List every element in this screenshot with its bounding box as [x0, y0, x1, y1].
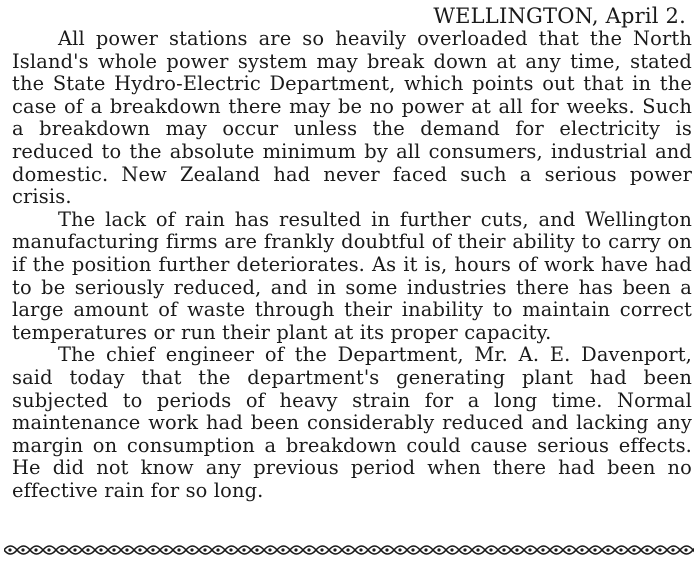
article-paragraph-3: The chief engineer of the Department, Mr. A. E. Davenport, said today that the department's generating plant had been subjected to periods of heavy strain for a long time. Normal maintenance work had been considerably reduced and lacking any margin on consumption a breakdown could cause serious effects. He did not know any previous period when there had been no effective rain for so long. — [12, 343, 692, 502]
article-paragraph-1: All power stations are so heavily overloaded that the North Island's whole power system may break down at any time, stated the State Hydro-Electric Department, which points out that in the case of a breakdown there may be no power at all for weeks. Such a breakdown may occur unless the demand for electricity is reduced to the absolute minimum by all consumers, industrial and domestic. New Zealand had never faced such a serious power crisis. — [12, 27, 692, 209]
news-clipping — [12, 4, 692, 502]
dateline: WELLINGTON, April 2. — [433, 4, 686, 28]
article-paragraph-2: The lack of rain has resulted in further cuts, and Wellington manufacturing firms are frankly doubtful of their ability to carry on if the position further deteriorates. As it is, hours of work have had to be seriously reduced, and in some industries there has been a large amount of waste through their inability to maintain correct temperatures or run their plant at its proper capacity. — [12, 207, 692, 344]
wavy-rule-ornament-icon — [4, 540, 694, 560]
